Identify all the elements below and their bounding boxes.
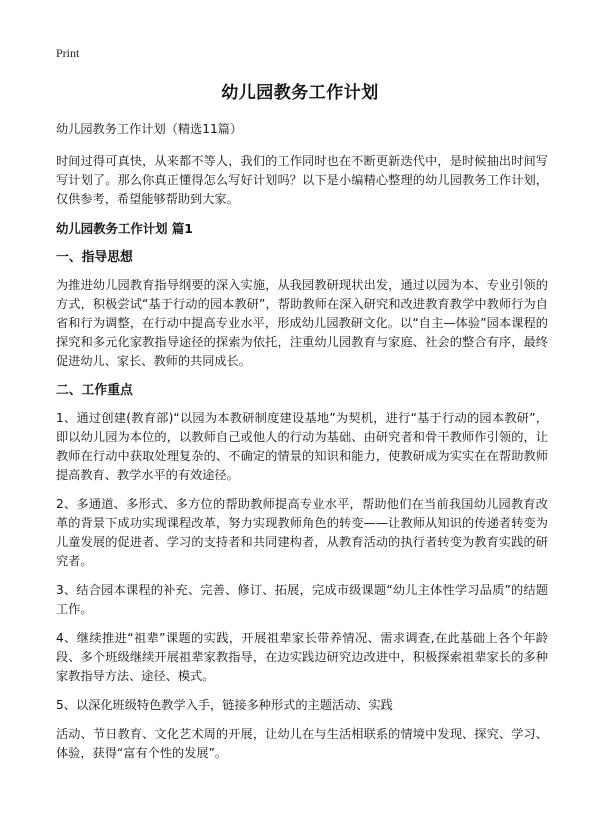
document-subtitle: 幼儿园教务工作计划（精选11篇）	[56, 122, 243, 136]
list-item: 活动、节日教育、文化艺术周的开展，让幼儿在与生活相联系的情境中发现、探究、学习、体验，获得“富有个性的发展”。	[56, 727, 548, 760]
section-heading: 幼儿园教务工作计划 篇1	[56, 221, 193, 236]
list-item: 4、继续推进“祖辈”课题的实践，开展祖辈家长带养情况、需求调查,在此基础上各个年龄段、多个班级继续开展祖辈家教指导，在边实践边研究边改进中，积极探索祖辈家长的多种家教指导方法、途径、模式。	[56, 631, 548, 683]
list-item: 1、通过创建(教育部)“以园为本教研制度建设基地”为契机，进行“基于行动的园本教研”，即以幼儿园为本位的，以教师自己或他人的行动为基础、由研究者和骨干教师作引领的，让教师在行动中获取处理复杂的、不确定的情景的知识和能力，使教研成为实实在在帮助教师提高教育、教学水平的有效途径。	[56, 411, 548, 482]
list-item: 5、以深化班级特色教学入手，链接多种形式的主题活动、实践	[56, 698, 393, 712]
intro-paragraph: 时间过得可真快，从来都不等人，我们的工作同时也在不断更新迭代中，是时候抽出时间写写计划了。那么你真正懂得怎么写好计划吗？以下是小编精心整理的幼儿园教务工作计划，仅供参考，希望能够帮助到大家。	[56, 154, 548, 206]
document-body	[56, 120, 548, 773]
print-link[interactable]: Print	[56, 46, 80, 60]
list-item: 2、多通道、多形式、多方位的帮助教师提高专业水平，帮助他们在当前我国幼儿园教育改革的背景下成功实现课程改革，努力实现教师角色的转变——让教师从知识的传递者转变为儿童发展的促进者、学习的支持者和共同建构者，从教育活动的执行者转变为教育实践的研究者。	[56, 497, 548, 568]
part1-heading: 一、指导思想	[56, 250, 133, 265]
part1-paragraph: 为推进幼儿园教育指导纲要的深入实施，从我园教研现状出发，通过以园为本、专业引领的方式，积极尝试“基于行动的园本教研”，帮助教师在深入研究和改进教育教学中教师行为自省和行为调整，在行动中提高专业水平，形成幼儿园教研文化。以“自主—体验”园本课程的探究和多元化家教指导途径的探索为依托，注重幼儿园教育与家庭、社会的整合有序，最终促进幼儿、家长、教师的共同成长。	[56, 278, 548, 368]
list-item: 3、结合园本课程的补充、完善、修订、拓展，完成市级课题“幼儿主体性学习品质”的结题工作。	[56, 583, 548, 616]
part2-heading: 二、工作重点	[56, 383, 133, 398]
page-title: 幼儿园教务工作计划	[221, 83, 379, 103]
